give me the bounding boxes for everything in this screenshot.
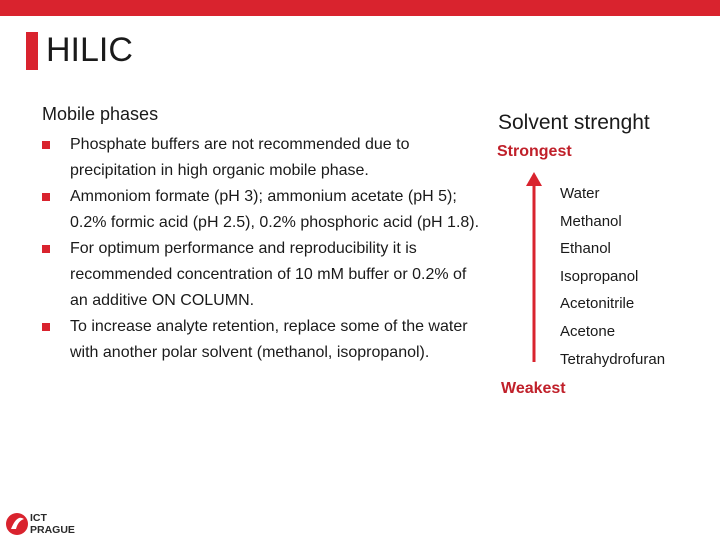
square-bullet-icon xyxy=(42,141,50,149)
bullet-text: To increase analyte retention, replace some of the water with another polar solvent (methanol, isopropanol). xyxy=(70,318,468,361)
logo-line-prague: PRAGUE xyxy=(30,524,75,536)
slide-title: HILIC xyxy=(46,31,133,69)
square-bullet-icon xyxy=(42,245,50,253)
solvent-item: Acetone xyxy=(560,322,616,340)
mobile-phases-list xyxy=(42,132,482,366)
solvent-item: Tetrahydrofuran xyxy=(560,350,666,368)
bullet-item xyxy=(42,132,482,184)
solvent-strength-heading: Solvent strenght xyxy=(498,111,650,134)
weakest-label: Weakest xyxy=(501,380,566,397)
logo-text xyxy=(30,512,75,536)
bullet-item xyxy=(42,184,482,236)
bullet-text: Ammoniom formate (pH 3); ammonium acetate (pH 5); 0.2% formic acid (pH 2.5), 0.2% phosphoric acid (pH 1.8). xyxy=(70,188,480,231)
top-red-bar xyxy=(0,0,720,16)
bullet-item xyxy=(42,236,482,314)
solvent-item: Ethanol xyxy=(560,240,611,258)
bullet-text: For optimum performance and reproducibility it is recommended concentration of 10 mM buffer or 0.2% of an additive ON COLUMN. xyxy=(70,240,467,309)
title-accent-bar xyxy=(26,32,38,70)
up-arrow-icon xyxy=(524,172,544,362)
logo-line-ict: ICT xyxy=(30,512,47,524)
solvent-list xyxy=(560,180,665,373)
square-bullet-icon xyxy=(42,323,50,331)
solvent-item: Isopropanol xyxy=(560,267,639,285)
solvent-item: Acetonitrile xyxy=(560,295,635,313)
solvent-item: Water xyxy=(560,185,600,202)
bullet-item xyxy=(42,314,482,366)
square-bullet-icon xyxy=(42,193,50,201)
strongest-label: Strongest xyxy=(497,143,572,160)
solvent-item: Methanol xyxy=(560,212,622,230)
bullet-text: Phosphate buffers are not recommended due to precipitation in high organic mobile phase. xyxy=(70,136,410,179)
mobile-phases-heading: Mobile phases xyxy=(42,104,159,124)
